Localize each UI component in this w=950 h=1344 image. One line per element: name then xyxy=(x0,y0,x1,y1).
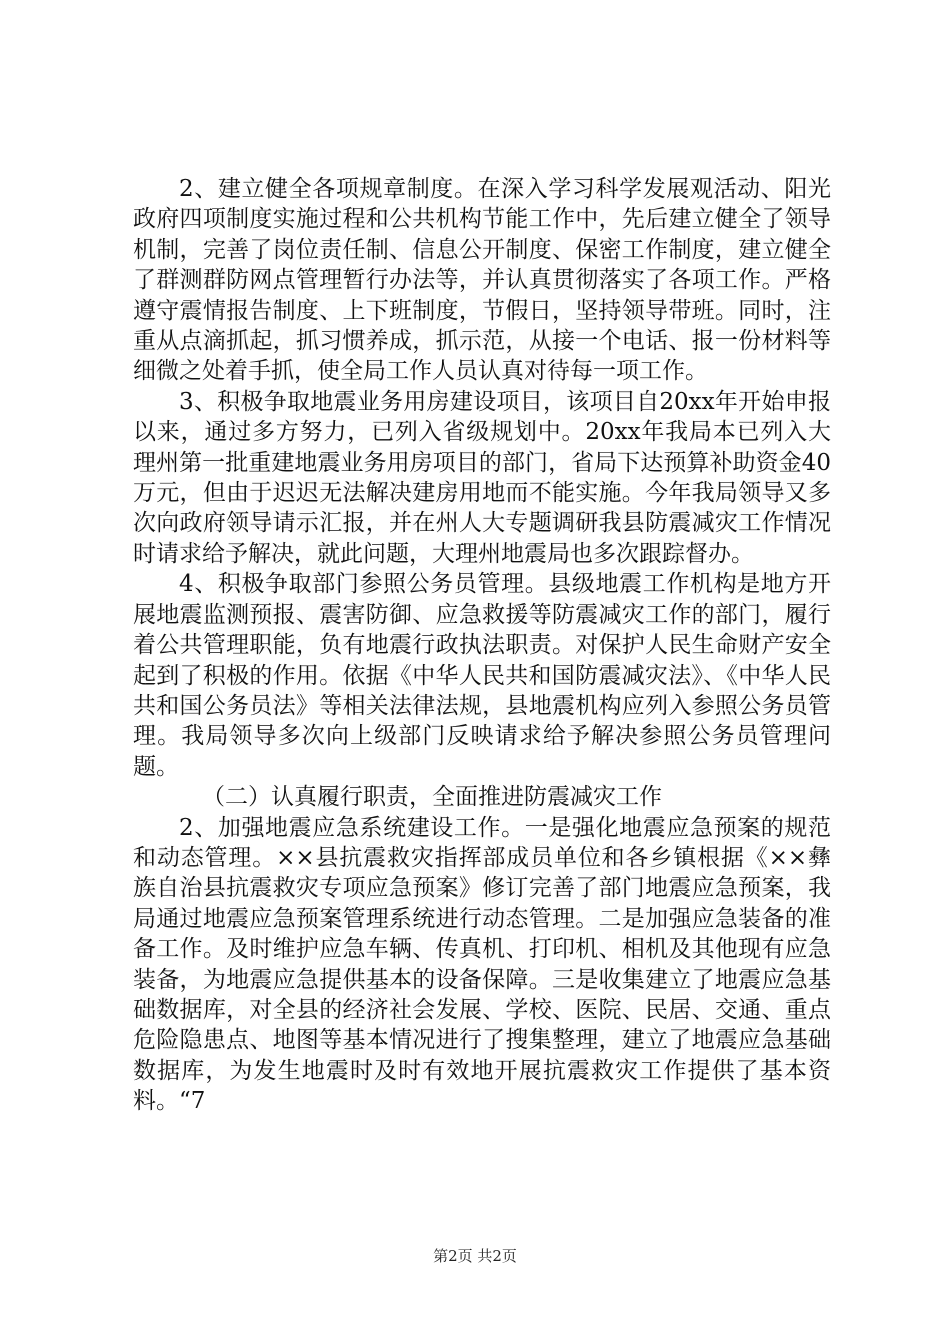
section-heading: （二）认真履行职责，全面推进防震减灾工作 xyxy=(202,784,662,811)
paragraph-emergency-system: 2、加强地震应急系统建设工作。一是强化地震应急预案的规范和动态管理。××县抗震救灾指挥部成员单位和各乡镇根据《××彝族自治县抗震救灾专项应急预案》修订完善了部门地震应急预案，我局通过地震应急预案管理系统进行动态管理。二是加强应急装备的准备工作。及时维护应急车辆、传真机、打印机、相机及其他现有应急装备，为地震应急提供基本的设备保障。三是收集建立了地震应急基础数据库，对全县的经济社会发展、学校、医院、民居、交通、重点危险隐患点、地图等基本情况进行了搜集整理，建立了地震应急基础数据库，为发生地震时及时有效地开展抗震救灾工作提供了基本资料。“7 xyxy=(133,814,831,1115)
paragraph-civil-servant-management: 4、积极争取部门参照公务员管理。县级地震工作机构是地方开展地震监测预报、震害防御、应急救援等防震减灾工作的部门，履行着公共管理职能，负有地震行政执法职责。对保护人民生命财产安全起到了积极的作用。依据《中华人民共和国防震减灾法》、《中华人民共和国公务员法》等相关法律法规，县地震机构应列入参照公务员管理。我局领导多次向上级部门反映请求给予解决参照公务员管理问题。 xyxy=(133,571,831,780)
page-footer: 第2页 共2页 xyxy=(433,1247,517,1265)
paragraph-regulations: 2、建立健全各项规章制度。在深入学习科学发展观活动、阳光政府四项制度实施过程和公共机构节能工作中，先后建立健全了领导机制，完善了岗位责任制、信息公开制度、保密工作制度，建立健全了群测群防网点管理暂行办法等，并认真贯彻落实了各项工作。严格遵守震情报告制度、上下班制度，节假日，坚持领导带班。同时，注重从点滴抓起，抓习惯养成，抓示范，从接一个电话、报一份材料等细微之处着手抓，使全局工作人员认真对待每一项工作。 xyxy=(133,176,831,385)
document-body xyxy=(133,174,831,1117)
paragraph-building-project: 3、积极争取地震业务用房建设项目，该项目自20xx年开始申报以来，通过多方努力，已列入省级规划中。20xx年我局本已列入大理州第一批重建地震业务用房项目的部门，省局下达预算补助资金40万元，但由于迟迟无法解决建房用地而不能实施。今年我局领导又多次向政府领导请示汇报，并在州人大专题调研我县防震减灾工作情况时请求给予解决，就此问题，大理州地震局也多次跟踪督办。 xyxy=(133,388,831,567)
